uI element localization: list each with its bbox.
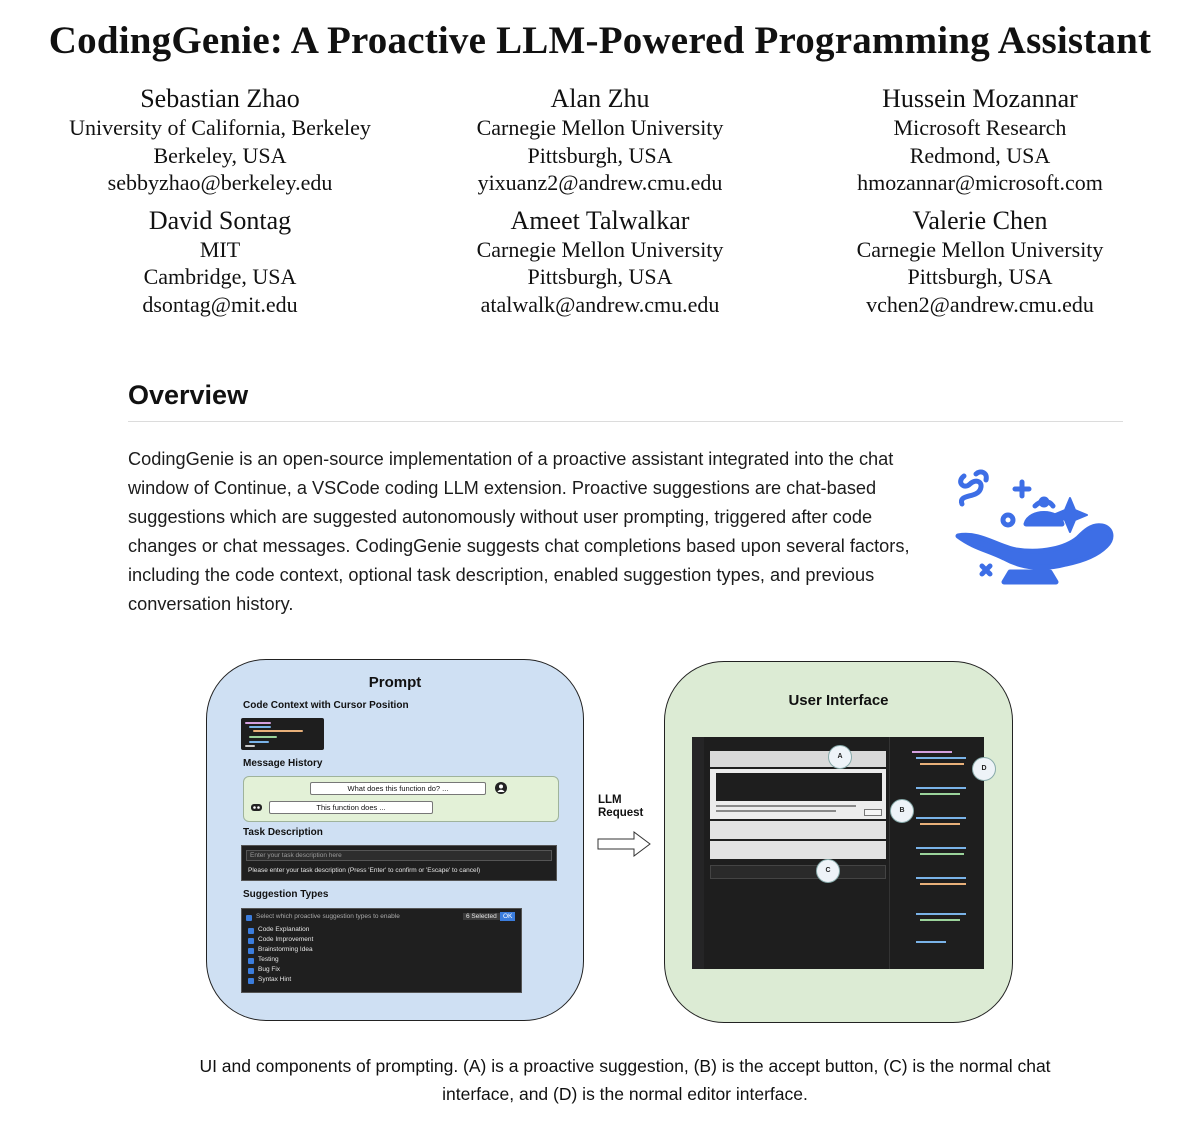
task-description-box xyxy=(241,845,557,881)
llm-label-line: LLM xyxy=(598,794,622,806)
assistant-avatar-icon xyxy=(250,801,263,813)
author-affiliation: Microsoft Research xyxy=(893,115,1067,140)
user-avatar-icon xyxy=(495,782,507,794)
author-name: Ameet Talwalkar xyxy=(510,205,690,235)
suggestion-type-item: Brainstorming Idea xyxy=(258,946,313,953)
prompt-panel xyxy=(206,659,584,1021)
code-context-label: Code Context with Cursor Position xyxy=(243,700,409,711)
suggestion-type-item: Testing xyxy=(258,956,279,963)
author-block xyxy=(410,83,790,197)
task-input-placeholder: Enter your task description here xyxy=(250,852,342,859)
editor-pane xyxy=(892,737,984,969)
author-email: hmozannar@microsoft.com xyxy=(857,170,1103,195)
suggestion-type-item: Syntax Hint xyxy=(258,976,292,983)
author-email: atalwalk@andrew.cmu.edu xyxy=(480,291,720,317)
checkbox-icon[interactable] xyxy=(248,958,254,964)
author-block xyxy=(30,205,410,319)
ui-panel-title: User Interface xyxy=(788,692,889,709)
paper-title: CodingGenie: A Proactive LLM-Powered Programming Assistant xyxy=(48,19,1152,62)
author-list xyxy=(30,83,1170,318)
suggestion-card[interactable] xyxy=(710,841,886,859)
arrow-right-icon xyxy=(597,830,652,858)
author-email: yixuanz2@andrew.cmu.edu xyxy=(477,170,723,195)
suggestion-select-placeholder: Select which proactive suggestion types to enable xyxy=(256,913,400,920)
author-block xyxy=(790,83,1170,197)
user-interface-panel xyxy=(664,661,1013,1023)
author-location: Pittsburgh, USA xyxy=(527,264,673,289)
author-block xyxy=(410,205,790,319)
select-all-checkbox[interactable] xyxy=(246,915,252,921)
suggestion-type-item: Code Explanation xyxy=(258,926,310,933)
author-name: Sebastian Zhao xyxy=(140,84,300,113)
task-description-label: Task Description xyxy=(243,827,323,838)
author-affiliation: Carnegie Mellon University xyxy=(476,115,724,140)
suggestion-type-item: Code Improvement xyxy=(258,936,314,943)
section-divider xyxy=(128,421,1123,422)
message-history-box xyxy=(243,776,559,822)
assistant-message-bubble: This function does ... xyxy=(269,801,433,814)
author-name: David Sontag xyxy=(148,205,292,235)
checkbox-icon[interactable] xyxy=(248,978,254,984)
checkbox-icon[interactable] xyxy=(248,968,254,974)
request-label-line: Request xyxy=(598,807,644,819)
suggestion-card[interactable] xyxy=(710,821,886,839)
overview-heading: Overview xyxy=(128,380,249,410)
figure-caption xyxy=(140,1052,1110,1108)
caption-line: UI and components of prompting. (A) is a proactive suggestion, (B) is the accept button, (C) is the normal chat xyxy=(199,1056,1051,1076)
suggestion-code xyxy=(716,773,882,801)
marker-d: D xyxy=(972,757,996,781)
author-affiliation: Carnegie Mellon University xyxy=(476,236,724,262)
suggestion-types-label: Suggestion Types xyxy=(243,889,329,900)
prompt-panel-title: Prompt xyxy=(368,674,422,691)
message-history-label: Message History xyxy=(243,758,323,769)
author-name: Valerie Chen xyxy=(912,205,1048,235)
marker-c: C xyxy=(816,859,840,883)
vscode-screenshot xyxy=(692,737,987,969)
marker-a: A xyxy=(828,745,852,769)
genie-lamp-icon xyxy=(950,468,1115,593)
suggestion-expanded xyxy=(710,769,886,819)
llm-request-label xyxy=(598,794,643,820)
suggestion-type-item: Bug Fix xyxy=(258,966,281,973)
ok-button[interactable]: OK xyxy=(500,912,515,921)
task-input-hint: Please enter your task description (Press 'Enter' to confirm or 'Escape' to cancel) xyxy=(248,867,481,874)
author-location: Redmond, USA xyxy=(909,142,1051,168)
author-name: Hussein Mozannar xyxy=(882,84,1078,113)
author-location: Pittsburgh, USA xyxy=(907,264,1053,289)
chat-input[interactable] xyxy=(710,865,886,879)
author-email: sebbyzhao@berkeley.edu xyxy=(107,170,333,195)
author-email: vchen2@andrew.cmu.edu xyxy=(866,291,1094,317)
author-block xyxy=(790,205,1170,319)
author-affiliation: MIT xyxy=(199,236,241,262)
chat-pane xyxy=(706,737,890,969)
author-location: Cambridge, USA xyxy=(143,264,297,289)
author-affiliation: University of California, Berkeley xyxy=(69,115,371,140)
author-name: Alan Zhu xyxy=(550,84,650,113)
selected-count-badge: 6 Selected xyxy=(463,913,500,920)
suggestion-card-a[interactable] xyxy=(710,751,886,767)
suggestion-types-box xyxy=(241,908,522,993)
author-location: Pittsburgh, USA xyxy=(527,142,673,168)
task-input[interactable] xyxy=(246,850,552,861)
checkbox-icon[interactable] xyxy=(248,948,254,954)
user-message-bubble: What does this function do? ... xyxy=(310,782,486,795)
checkbox-icon[interactable] xyxy=(248,938,254,944)
overview-paragraph: CodingGenie is an open-source implementation of a proactive assistant integrated into the chat window of Continue, a VSCode coding LLM extension. Proactive suggestions are chat-based suggestions which are suggested autonomously without user prompting, triggered after code changes or chat messages. CodingGenie suggests chat completions based upon several factors, including the code context, optional task description, enabled suggestion types, and previous conversation history. xyxy=(128,449,910,614)
caption-line: interface, and (D) is the normal editor interface. xyxy=(442,1084,808,1104)
activity-bar xyxy=(692,737,704,969)
accept-button[interactable] xyxy=(864,809,882,816)
author-affiliation: Carnegie Mellon University xyxy=(856,236,1104,262)
suggestion-text-line xyxy=(716,810,836,812)
author-email: dsontag@mit.edu xyxy=(142,291,298,317)
author-location: Berkeley, USA xyxy=(153,142,287,168)
checkbox-icon[interactable] xyxy=(248,928,254,934)
marker-b: B xyxy=(890,799,914,823)
code-context-snippet xyxy=(241,718,324,750)
author-block xyxy=(30,83,410,197)
suggestion-text-line xyxy=(716,805,856,807)
